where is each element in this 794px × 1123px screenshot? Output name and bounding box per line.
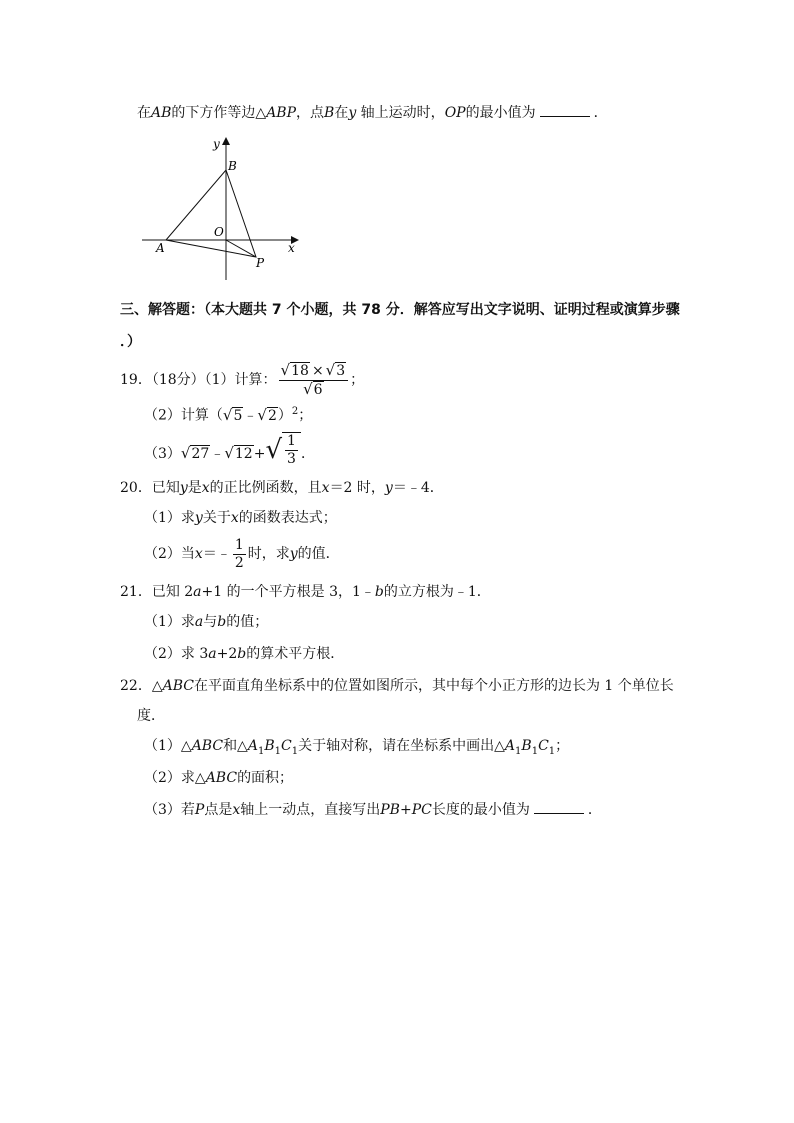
subscript: 1 [257, 745, 265, 757]
subscript: 1 [515, 745, 522, 757]
q22-p3-text: 长度的最小值为 [431, 802, 530, 818]
punct: ； [555, 738, 570, 754]
triangle-ABP [166, 170, 256, 257]
exponent: 2 [291, 406, 299, 417]
fraction: √ 18 × √ 3 √ 6 [279, 362, 349, 399]
punct: ； [350, 372, 365, 388]
fraction [233, 537, 246, 572]
section-heading-cont: ．） [120, 334, 141, 350]
paren: ） [277, 407, 292, 424]
radicand: 5 [233, 407, 243, 424]
var-a: a [193, 584, 202, 600]
var-B: B [324, 105, 335, 121]
var-B: B [264, 738, 275, 754]
intro-text: 在 [137, 105, 151, 121]
var-y: y [384, 480, 393, 496]
punct: ． [300, 446, 315, 462]
q20-text: 是 [187, 480, 202, 496]
var-y: y [194, 510, 203, 526]
q20-part2 [144, 534, 340, 574]
geometry-figure [140, 132, 310, 282]
q20-p2-text: （2）当 [144, 546, 195, 562]
q22-text: 在平面直角坐标系中的位置如图所示，其中每个小正方形的边长为 1 个单位长 [193, 678, 674, 694]
var-b: b [374, 584, 384, 600]
q21-stem [120, 582, 491, 602]
subscript: 1 [274, 745, 282, 757]
intro-line [137, 103, 608, 123]
punct: ． [587, 802, 602, 818]
q20-part1 [144, 508, 337, 528]
q20-p1-text: 的函数表达式； [238, 510, 337, 526]
q22-stem [120, 676, 674, 696]
label-A: A [156, 241, 165, 255]
var-x: x [232, 802, 241, 818]
q22-p3-text: （3）若 [144, 802, 195, 818]
q21-text: 21．已知 2 [120, 584, 194, 600]
var-x: x [194, 546, 203, 562]
var-A: A [247, 738, 258, 754]
label-O: O [214, 225, 224, 239]
q22-part3 [144, 800, 602, 820]
intro-text: 在 [334, 105, 349, 121]
intro-text: 的最小值为 [465, 105, 536, 121]
intro-text: ，点 [296, 105, 325, 121]
q22-p2-text: 的面积； [237, 770, 294, 786]
var-P: P [194, 802, 205, 818]
var-ABC: ABC [205, 770, 238, 786]
subscript: 1 [531, 745, 539, 757]
q20-text: 20．已知 [120, 480, 180, 496]
var-a: a [194, 614, 204, 630]
var-y: y [179, 480, 188, 496]
answer-blank[interactable] [534, 800, 584, 814]
intro-end: ． [593, 105, 608, 121]
q21-p1-text: 的值； [226, 614, 269, 630]
q21-p1-text: 与 [203, 614, 218, 630]
punct: ； [298, 407, 313, 424]
q20-text: ＝﹣4． [392, 480, 444, 496]
var-x: x [201, 480, 210, 496]
q19-label: 19．（18分）（1）计算： [120, 372, 277, 388]
equals-minus: ＝﹣ [202, 546, 231, 562]
var-ABC: ABC [162, 678, 194, 694]
answer-blank[interactable] [540, 103, 590, 117]
radicand: 27 [191, 446, 210, 462]
q22-p3-text: 轴上一动点，直接写出 [240, 802, 381, 818]
section-heading: 三、解答题：（本大题共 7 个小题，共 78 分．解答应写出文字说明、证明过程或演算步骤 [120, 302, 680, 318]
q21-part1 [144, 612, 268, 632]
q22-p1-text: （1）△ [144, 738, 192, 754]
var-C: C [281, 738, 292, 754]
var-ABP: ABP [266, 105, 297, 121]
minus: ﹣ [243, 407, 258, 424]
q21-part2 [144, 644, 344, 664]
var-x: x [321, 480, 330, 496]
denominator: 2 [234, 554, 244, 571]
var-AB: AB [151, 105, 172, 121]
intro-text: 轴上运动时， [356, 105, 445, 121]
var-b: b [217, 614, 227, 630]
q22-part2 [144, 768, 293, 788]
q20-p1-text: （1）求 [144, 510, 195, 526]
label-y: y [213, 137, 220, 151]
q22-p2-text: （2）求△ [144, 770, 206, 786]
var-x: x [230, 510, 239, 526]
var-y: y [348, 105, 357, 121]
subscript: 1 [548, 745, 556, 757]
subscript: 1 [291, 745, 299, 757]
var-y: y [289, 546, 298, 562]
q21-p2-text: +2 [216, 646, 238, 662]
radicand: 12 [234, 446, 253, 462]
q19-part3: （3） √ 27 ﹣ √ 12 + √ $\frac{1}{3}$ ． [144, 433, 315, 467]
q21-p2-text: 的算术平方根． [246, 646, 345, 662]
plus: + [253, 446, 266, 462]
q22-p1-text: 和△ [223, 738, 248, 754]
q19-p3-text: （3） [144, 446, 181, 462]
q20-text: 的正比例函数，且 [209, 480, 322, 496]
radicand: 3 [336, 362, 346, 379]
q22-part1 [144, 736, 569, 762]
minus: ﹣ [210, 446, 225, 462]
label-x: x [288, 241, 295, 255]
q20-p1-text: 关于 [202, 510, 231, 526]
label-P: P [256, 256, 265, 270]
q21-text: 的立方根为﹣1． [383, 584, 491, 600]
times-sign: × [311, 362, 324, 379]
numerator: 1 [234, 536, 244, 553]
q19-part2: （2）计算（ √ 5 ﹣ √ 2 ）$^2$； [144, 405, 313, 424]
radicand: 6 [313, 381, 323, 398]
q20-p2-text: 时，求 [247, 546, 290, 562]
q20-text: ＝2 时， [329, 480, 385, 496]
q19-p2-text: （2）计算（ [144, 407, 223, 424]
intro-text: 的下方作等边△ [171, 105, 267, 121]
var-a: a [208, 646, 217, 662]
q22-stem-cont: 度． [137, 708, 165, 724]
expr-PB-PC: PB+PC [380, 802, 432, 818]
var-B: B [521, 738, 532, 754]
var-A: A [504, 738, 516, 754]
radicand: 2 [267, 407, 277, 424]
q20-p2-text: 的值． [297, 546, 340, 562]
q22-text: 22．△ [120, 678, 163, 694]
q20-stem [120, 478, 444, 498]
q22-p3-text: 点是 [204, 802, 233, 818]
q19-part1 [120, 360, 364, 400]
denominator: 3 [287, 451, 296, 467]
q21-p2-text: （2）求 3 [144, 646, 209, 662]
var-OP: OP [444, 105, 466, 121]
radicand: 18 [291, 362, 309, 379]
q21-p1-text: （1）求 [144, 614, 195, 630]
var-C: C [538, 738, 549, 754]
var-b: b [237, 646, 247, 662]
label-B: B [228, 159, 237, 173]
var-ABC: ABC [191, 738, 224, 754]
numerator: 1 [287, 433, 296, 449]
q22-p1-text: 关于轴对称，请在坐标系中画出△ [298, 738, 505, 754]
q21-text: +1 的一个平方根是 3，1﹣ [201, 584, 375, 600]
